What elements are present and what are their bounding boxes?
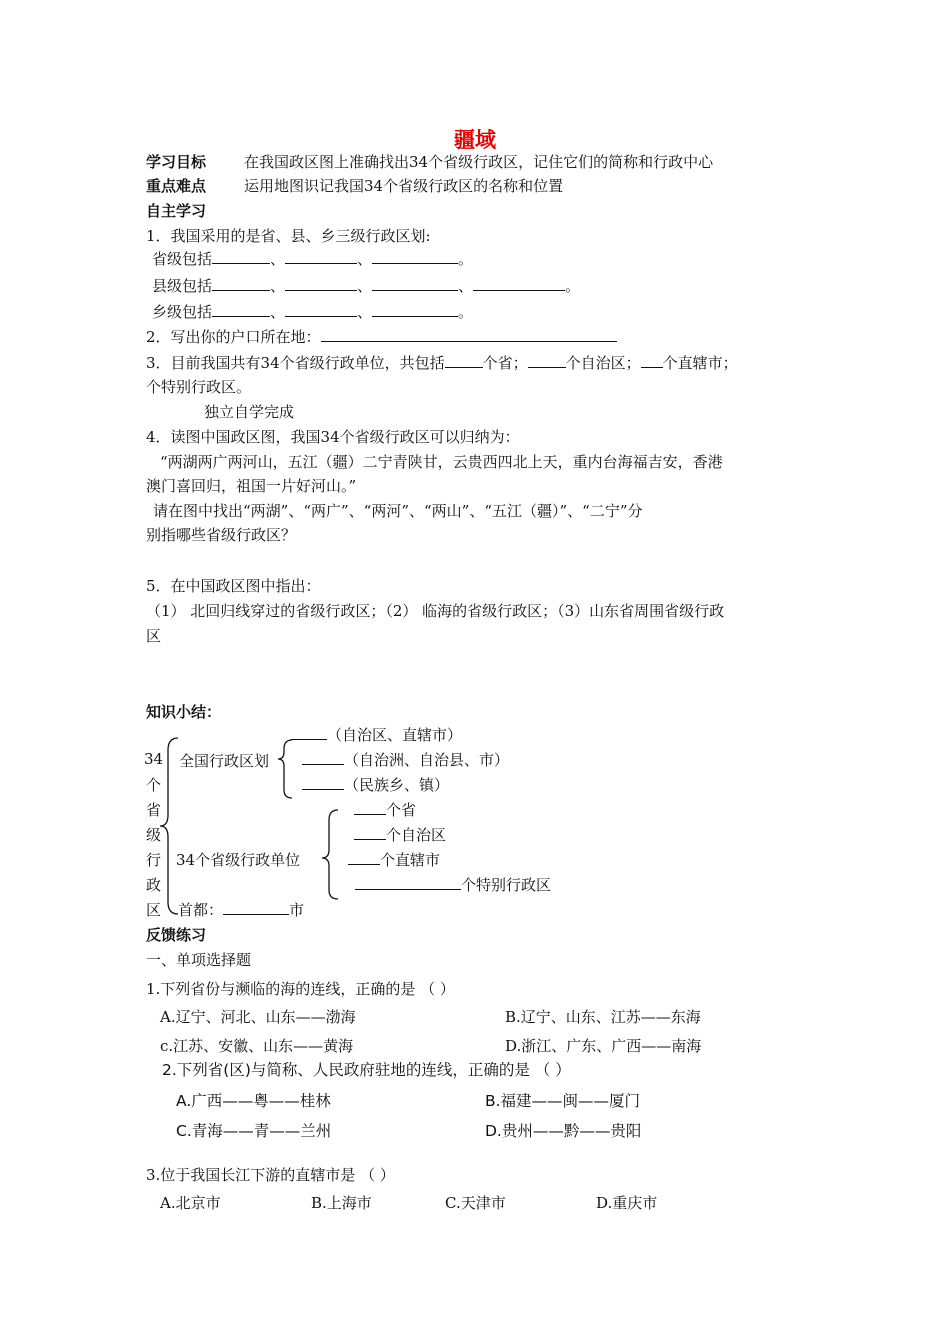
q1-county-label: 县级包括 <box>152 277 213 295</box>
unit-item <box>354 825 446 845</box>
summary-left-char: 区 <box>146 901 162 919</box>
q4-ask-line-1: 请在图中找出“两湖”、“两广”、“两河”、“两山”、“五江（疆）”、“二宁”分 <box>153 502 643 520</box>
unit-item <box>354 800 416 820</box>
q2-text: 2．写出你的户口所在地： <box>146 328 321 346</box>
goal-label: 学习目标 <box>146 153 207 171</box>
unit-item-text: 个省 <box>386 801 417 819</box>
q3-part-c: 个自治区； <box>565 354 641 372</box>
fq1-text: 1.下列省份与濒临的海的连线，正确的是 （ ） <box>146 980 455 998</box>
q3-part-a: 3．目前我国共有34个省级行政单位，共包括 <box>146 354 445 372</box>
q4-text: 4．读图中国政区图，我国34个省级行政区可以归纳为： <box>146 428 520 446</box>
capital-suffix: 市 <box>289 901 305 919</box>
capital-row <box>178 900 304 920</box>
summary-left-char: 行 <box>146 851 162 869</box>
fq3-option-b: B.上海市 <box>311 1194 372 1212</box>
division-label: 全国行政区划 <box>179 752 270 770</box>
summary-left-char: 级 <box>146 826 162 844</box>
key-text: 运用地图识记我国34个省级行政区的名称和位置 <box>244 177 564 195</box>
division-item-text: （自治洲、自治县、市） <box>344 751 510 769</box>
unit-item-text: 个直辖市 <box>380 851 441 869</box>
fq1-option-a: A.辽宁、河北、山东——渤海 <box>160 1008 356 1026</box>
q1-text: 1．我国采用的是省、县、乡三级行政区划: <box>146 227 431 245</box>
feedback-section: 一、单项选择题 <box>146 951 252 969</box>
division-item-text: （民族乡、镇） <box>344 776 450 794</box>
fq2-text: 2.下列省(区)与简称、人民政府驻地的连线，正确的是 （ ） <box>162 1061 571 1079</box>
unit-item-text: 个自治区 <box>386 826 447 844</box>
unit-item-text: 个特别行政区 <box>461 876 552 894</box>
q3-part-b: 个省； <box>482 354 528 372</box>
q4-ask-line-2: 别指哪些省级行政区？ <box>146 526 297 544</box>
fq2-option-b: B.福建——闽——厦门 <box>485 1092 641 1110</box>
q4-rhyme-line-1: “两湖两广两河山，五江（疆）二宁青陕甘，云贵西四北上天，重内台海福吉安，香港 <box>160 453 723 471</box>
q5-text: 5．在中国政区图中指出： <box>146 577 321 595</box>
summary-left-char: 34 <box>144 750 164 768</box>
fq2-option-a: A.广西——粤——桂林 <box>176 1092 331 1110</box>
feedback-heading: 反馈练习 <box>146 926 207 944</box>
division-item <box>302 750 509 770</box>
fq1-option-d: D.浙江、广东、广西——南海 <box>505 1037 702 1055</box>
fq3-text: 3.位于我国长江下游的直辖市是 （ ） <box>146 1166 395 1184</box>
fq1-option-b: B.辽宁、山东、江苏——东海 <box>505 1008 701 1026</box>
division-item <box>291 725 462 745</box>
fq3-option-a: A.北京市 <box>160 1194 221 1212</box>
units-label: 34个省级行政单位 <box>176 851 301 869</box>
fq3-option-d: D.重庆市 <box>596 1194 658 1212</box>
q5-items-line-2: 区 <box>146 627 162 645</box>
q3-part-d: 个直辖市； <box>662 354 738 372</box>
fq2-option-d: D.贵州——黔——贵阳 <box>485 1122 642 1140</box>
q1-town-label: 乡级包括 <box>152 303 213 321</box>
self-study-note: 独立自学完成 <box>204 403 295 421</box>
q1-province-row: 省级包括 、 、 。 <box>152 250 474 268</box>
key-label: 重点难点 <box>146 177 207 195</box>
fq2-option-c: C.青海——青——兰州 <box>176 1122 332 1140</box>
summary-heading: 知识小结： <box>146 703 222 721</box>
goal-text: 在我国政区图上准确找出34个省级行政区，记住它们的简称和行政中心 <box>244 153 714 171</box>
q3-part-e: 个特别行政区。 <box>146 378 252 396</box>
division-item <box>302 775 449 795</box>
capital-label: 首都： <box>178 901 224 919</box>
q5-items-line-1: （1） 北回归线穿过的省级行政区；（2） 临海的省级行政区；（3）山东省周围省级行政 <box>146 602 725 620</box>
page-title: 疆域 <box>454 128 496 152</box>
q1-province-label: 省级包括 <box>152 250 213 268</box>
fq3-option-c: C.天津市 <box>445 1194 506 1212</box>
q1-town-row: 乡级包括 、 、 。 <box>152 303 474 321</box>
summary-left-char: 政 <box>146 876 162 894</box>
q4-rhyme-line-2: 澳门喜回归，祖国一片好河山。” <box>146 477 357 495</box>
self-study-heading: 自主学习 <box>146 202 207 220</box>
division-item-text: （自治区、直辖市） <box>327 726 463 744</box>
q1-county-row: 县级包括 、 、 、 。 <box>152 277 581 295</box>
fq1-option-c: c.江苏、安徽、山东——黄海 <box>160 1037 354 1055</box>
unit-item <box>348 850 440 870</box>
summary-left-char: 省 <box>146 801 162 819</box>
unit-item <box>355 875 551 895</box>
summary-left-char: 个 <box>146 776 162 794</box>
